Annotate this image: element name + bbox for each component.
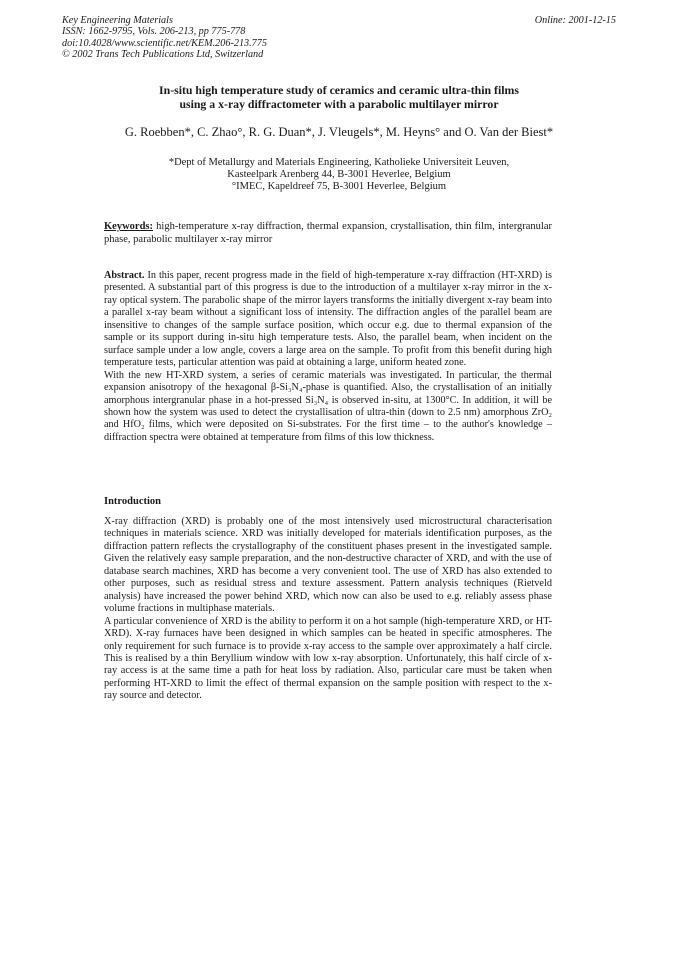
doi-line: doi:10.4028/www.scientific.net/KEM.206-213.775 [62, 37, 267, 49]
affiliation-line-3: °IMEC, Kapeldreef 75, B-3001 Heverlee, Belgium [231, 181, 447, 193]
abstract-text-1: In this paper, recent progress made in the field of high-temperature x-ray diffraction (HT-XRD) is presented. A substantial part of this progress is due to the introduction of a multilayer x-ray mirror in the x-ray optical system. The parabolic shape of the mirror layers transforms the initially divergent x-ray beam into a parallel x-ray beam without a significant loss of intensity. The diffraction angles of the parallel beam are insensitive to changes of the sample surface position, which occur e.g. due to thermal expansion of the sample or its support during in-situ high temperature tests. Also, the parallel beam, when incident on the surface sample under a low angle, covers a large area on the sample. To profit from this benefit during high temperature tests, particular attention was paid at obtaining a large, uniform heated zone. [104, 270, 552, 369]
abstract-paragraph-1 [104, 270, 552, 370]
abstract-label: Abstract. [104, 270, 145, 281]
abstract-paragraph-2: With the new HT-XRD system, a series of ceramic materials was investigated. In particular, the thermal expansion anisotropy of the hexagonal β-Si₃N₄-phase is quantified. Also, the crystallisation of an initially amorphous intergranular phase in a hot-pressed Si₃N₄ is observed in-situ, at 1300°C. In addition, it will be shown how the system was used to detect the crystallisation of ultra-thin (down to 2.5 nm) amorphous ZrO₂ and HfO₂ films, which were deposited on Si-substrates. For the first time – to the author's knowledge – diffraction spectra were obtained at temperature from films of this low thickness. [104, 369, 552, 443]
introduction-heading: Introduction [104, 496, 161, 507]
keywords-block [104, 221, 552, 246]
affiliation-line-1: *Dept of Metallurgy and Materials Engineering, Katholieke Universiteit Leuven, [168, 157, 510, 168]
abstract-block [104, 270, 552, 444]
paper-title [62, 83, 616, 111]
affiliation-line-2: Kasteelpark Arenberg 44, B-3001 Heverlee, Belgium [227, 169, 451, 181]
introduction-body [104, 516, 552, 703]
online-date: Online: 2001-12-15 [534, 15, 616, 26]
keywords-text: high-temperature x-ray diffraction, thermal expansion, crystallisation, thin film, intergranular phase, parabolic multilayer x-ray mirror [104, 221, 552, 245]
affiliations [62, 157, 616, 194]
copyright-line: © 2002 Trans Tech Publications Ltd, Switzerland [62, 49, 264, 61]
journal-header [62, 15, 267, 61]
introduction-paragraph-2: A particular convenience of XRD is the ability to perform it on a hot sample (high-temperature XRD, or HT-XRD). X-ray furnaces have been designed in which samples can be heated in specific atmospheres. The only requirement for such furnace is to provide x-ray access to the sample over approximately a half circle. This is realised by a thin Beryllium window with low x-ray absorption. Unfortunately, this half circle of x-ray access is at the same time a path for heat loss by radiation. Also, particular care must be taken when performing HT-XRD to limit the effect of thermal expansion on the sample position with respect to the x-ray source and detector. [104, 615, 552, 702]
title-line-1: In-situ high temperature study of ceramics and ceramic ultra-thin films [159, 83, 519, 97]
title-line-2: using a x-ray diffractometer with a parabolic multilayer mirror [179, 97, 499, 111]
author-list: G. Roebben*, C. Zhao°, R. G. Duan*, J. Vleugels*, M. Heyns° and O. Van der Biest* [124, 125, 554, 139]
introduction-paragraph-1: X-ray diffraction (XRD) is probably one of the most intensively used microstructural characterisation techniques in materials science. XRD was initially developed for materials identification purposes, as the diffraction pattern reflects the crystallography of the constituent phases present in the investigated sample. Given the relatively easy sample preparation, and the non-destructive character of XRD, and with the use of database search machines, XRD has become a very convenient tool. The use of XRD has also extended to other purposes, such as residual stress and texture assessment. Pattern analysis techniques (Rietveld analysis) have increased the power behind XRD, which now can also be used to e.g. reliably assess phase volume fractions in multiphase materials. [104, 516, 552, 615]
keywords-label: Keywords: [104, 221, 153, 232]
journal-name: Key Engineering Materials [62, 15, 173, 26]
issn-line: ISSN: 1662-9795, Vols. 206-213, pp 775-778 [62, 26, 246, 38]
